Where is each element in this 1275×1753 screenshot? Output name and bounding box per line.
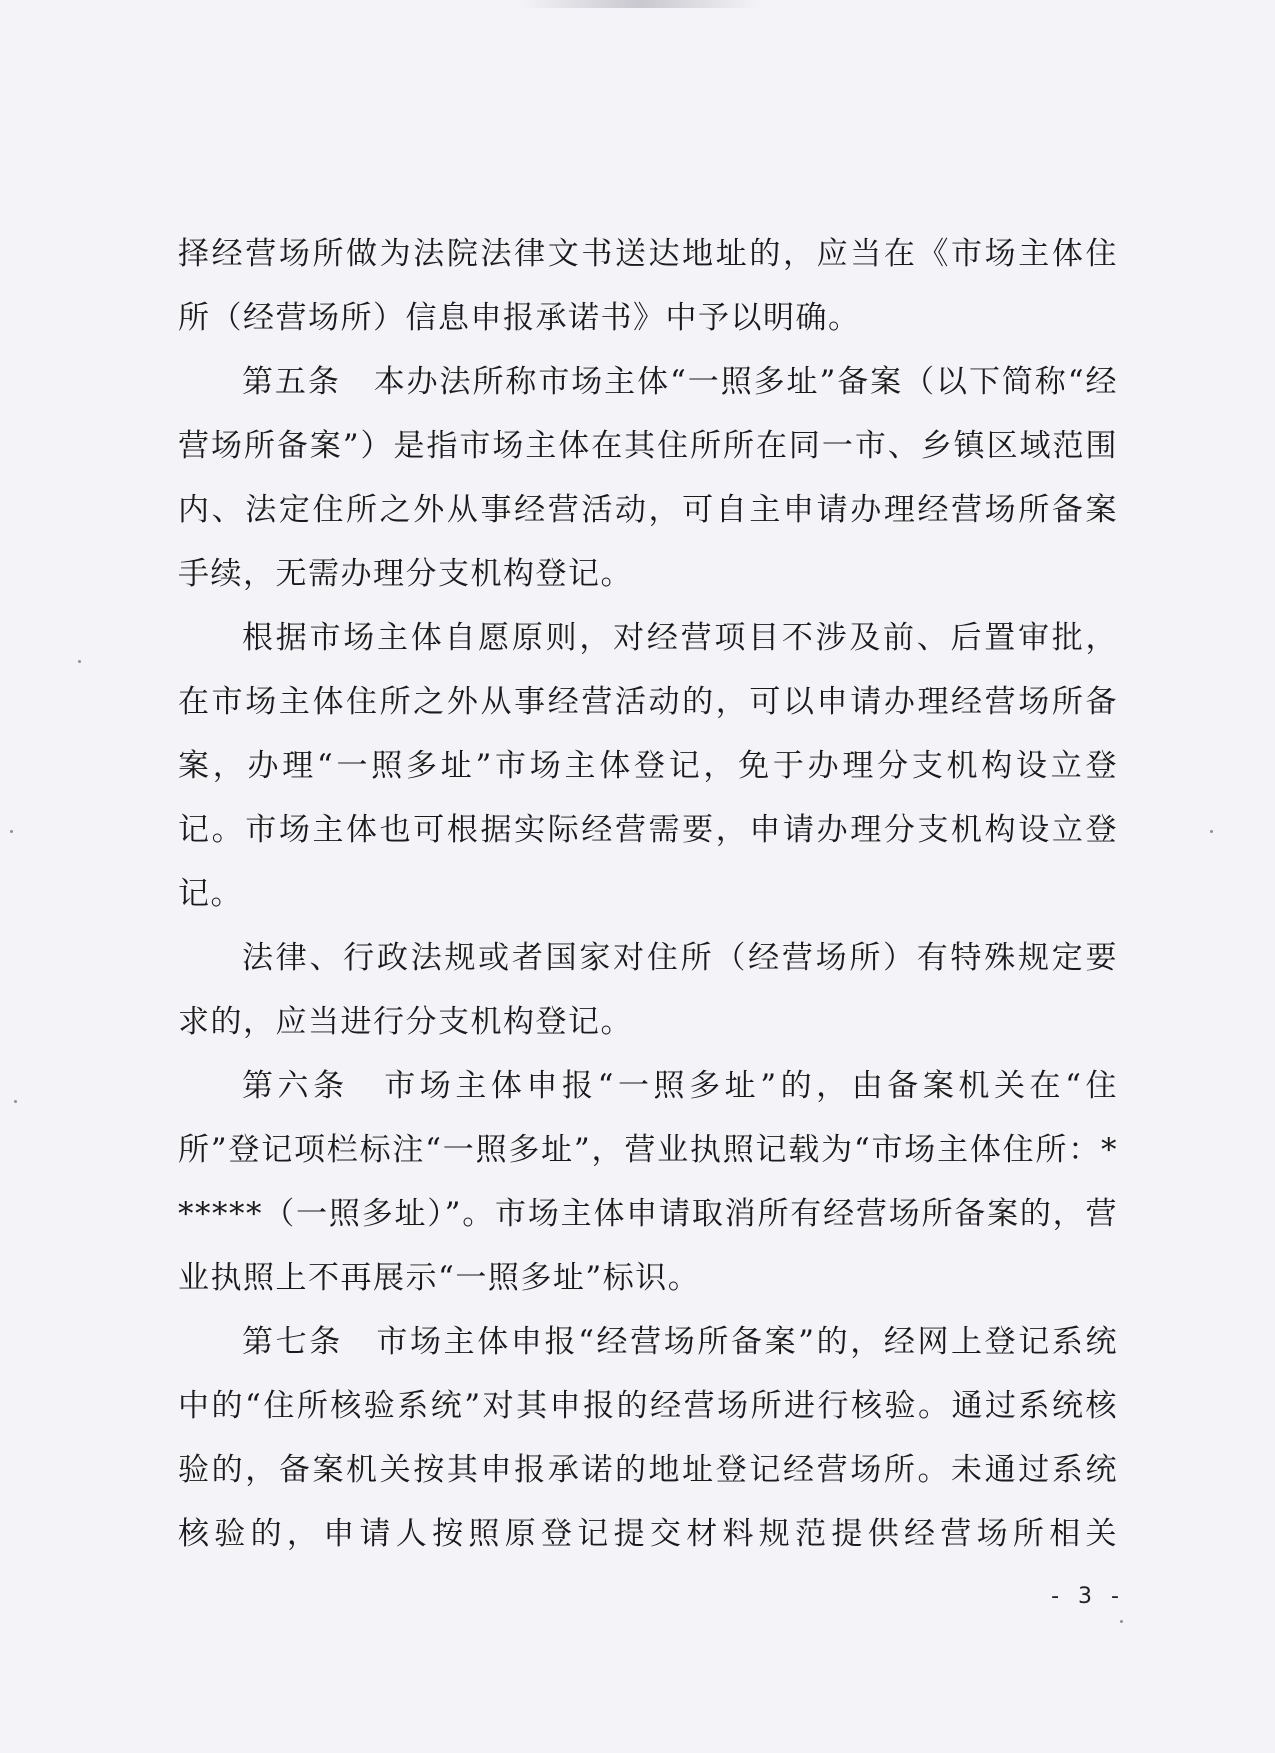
paragraph-article-6: 第六条 市场主体申报“一照多址”的，由备案机关在“住所”登记项栏标注“一照多址”，营业执照记载为“市场主体住所：******（一照多址）”。市场主体申请取消所有经营场所备案的，营业执照上不再展示“一照多址”标识。 [178,1068,1118,1296]
paragraph-special-requirements: 法律、行政法规或者国家对住所（经营场所）有特殊规定要求的，应当进行分支机构登记。 [178,940,1118,1040]
scan-speck [14,1100,17,1103]
paragraph-voluntary-principle: 根据市场主体自愿原则，对经营项目不涉及前、后置审批，在市场主体住所之外从事经营活动的，可以申请办理经营场所备案，办理“一照多址”市场主体登记，免于办理分支机构设立登记。市场主体也可根据实际经营需要，申请办理分支机构设立登记。 [178,620,1118,912]
paragraph-article-7: 第七条 市场主体申报“经营场所备案”的，经网上登记系统中的“住所核验系统”对其申报的经营场所进行核验。通过系统核验的，备案机关按其申报承诺的地址登记经营场所。未通过系统核验的，申请人按照原登记提交材料规范提供经营场所相关 [178,1324,1118,1552]
scan-speck [78,660,81,663]
paragraph-continuation: 择经营场所做为法院法律文书送达地址的，应当在《市场主体住所（经营场所）信息申报承诺书》中予以明确。 [178,236,1118,336]
scan-smudge [520,0,760,8]
document-body [178,222,1118,1566]
scan-speck [10,830,13,833]
scan-speck [1120,1620,1123,1623]
paragraph-article-5: 第五条 本办法所称市场主体“一照多址”备案（以下简称“经营场所备案”）是指市场主体在其住所所在同一市、乡镇区域范围内、法定住所之外从事经营活动，可自主申请办理经营场所备案手续，无需办理分支机构登记。 [178,364,1118,592]
scan-speck [1210,830,1213,833]
page-number: - 3 - [1051,1584,1125,1609]
